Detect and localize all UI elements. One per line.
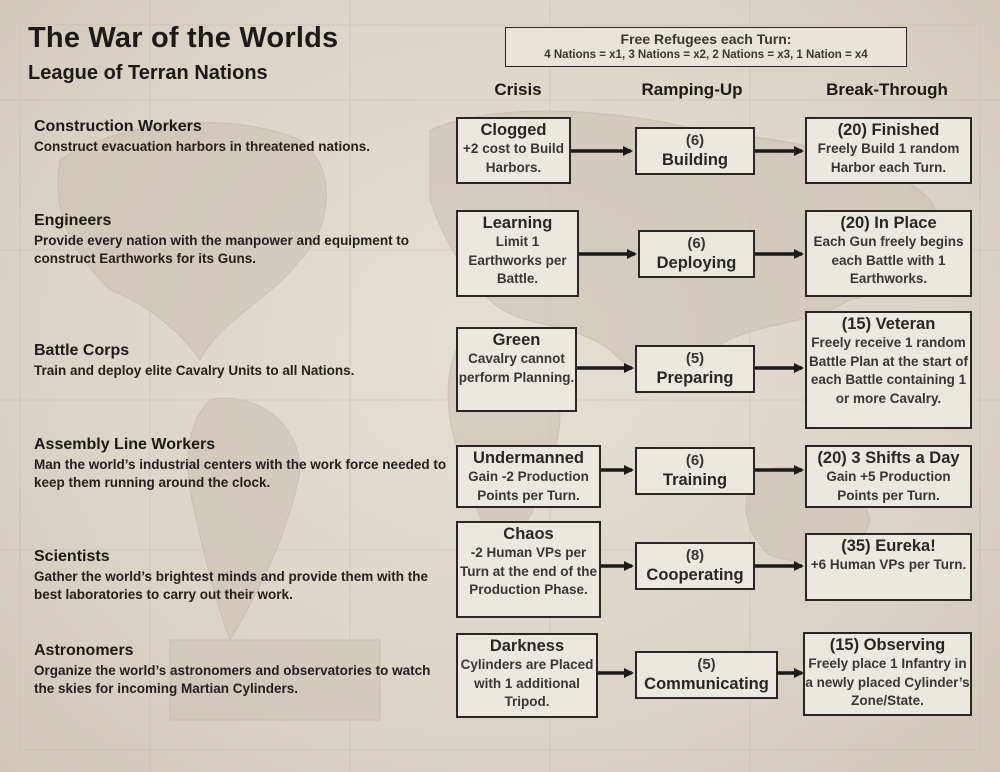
crisis-title: Green [492,331,541,349]
column-header-ramping-up: Ramping-Up [641,80,743,99]
break-title: In Place [874,214,937,232]
break-effect: Freely Build 1 random Harbor each Turn. [817,141,960,175]
crisis-effect: Gain -2 Production Points per Turn. [468,469,589,503]
role-name-astronomers: Astronomers [34,642,134,659]
break-card-scientists[interactable] [805,533,972,601]
ramp-name: Building [662,151,728,169]
ramp-name: Cooperating [646,566,744,584]
role-desc-scientists: Gather the world’s brightest minds and provide them with the best laboratories to carry out their work. [34,569,429,602]
break-title: Veteran [875,315,936,333]
ramp-cost: (6) [685,452,705,469]
refugee-rules-rates: 4 Nations = x1, 3 Nations = x2, 2 Nations = x3, 1 Nation = x4 [544,49,868,61]
ramp-cost: (6) [687,235,706,252]
crisis-card-battle-corps[interactable] [456,327,577,412]
break-cost: (15) [841,315,872,333]
break-card-battle-corps[interactable] [805,311,972,429]
ramp-card-scientists[interactable] [635,542,755,590]
crisis-title: Clogged [480,121,547,139]
crisis-card-engineers[interactable] [456,210,579,297]
role-desc-engineers: Provide every nation with the manpower and equipment to construct Earthworks for its Guns. [34,233,410,266]
role-name-battle-corps: Battle Corps [34,342,130,359]
game-title: The War of the Worlds [28,22,339,54]
crisis-effect: Limit 1 Earthworks per Battle. [468,234,567,286]
break-card-assembly-line-workers[interactable] [805,445,972,508]
role-name-construction-workers: Construction Workers [34,118,202,135]
break-title: Eureka! [875,537,936,555]
crisis-card-construction-workers[interactable] [456,117,571,184]
crisis-effect: Cavalry cannot perform Planning. [458,351,575,385]
ramp-card-construction-workers[interactable] [635,127,755,175]
ramp-card-assembly-line-workers[interactable] [635,447,755,495]
crisis-effect: Cylinders are Placed with 1 additional Tripod. [460,657,594,709]
column-header-crisis: Crisis [494,80,542,99]
ramp-cost: (5) [685,350,705,367]
break-title: Observing [863,636,946,654]
break-cost: (15) [829,636,860,654]
role-desc-battle-corps: Train and deploy elite Cavalry Units to all Nations. [34,363,355,378]
role-desc-construction-workers: Construct evacuation harbors in threatened nations. [34,139,371,154]
ramp-card-battle-corps[interactable] [635,345,755,393]
ramp-name: Preparing [656,369,734,387]
break-cost: (20) [817,449,847,467]
break-cost: (35) [841,537,871,555]
role-name-scientists: Scientists [34,548,110,565]
crisis-effect: -2 Human VPs per Turn at the end of the Production Phase. [460,545,597,597]
break-cost: (20) [837,121,867,139]
faction-subtitle: League of Terran Nations [28,62,268,84]
break-effect: Each Gun freely begins each Battle with 1 Earthworks. [813,234,964,286]
break-cost: (20) [840,214,870,232]
role-desc-astronomers: Organize the world’s astronomers and observatories to watch the skies for incoming Martian Cylinders. [34,663,431,696]
crisis-card-scientists[interactable] [456,521,601,618]
refugee-rules-title: Free Refugees each Turn: [620,31,792,47]
ramp-name: Training [662,471,728,489]
ramp-cost: (8) [685,547,705,564]
break-card-astronomers[interactable] [803,632,972,716]
ramp-name: Communicating [644,675,769,693]
break-effect: +6 Human VPs per Turn. [810,557,967,572]
break-card-engineers[interactable] [805,210,972,297]
ramp-cost: (5) [697,656,716,673]
break-card-construction-workers[interactable] [805,117,972,184]
break-effect: Freely receive 1 random Battle Plan at the start of each Battle containing 1 or more Cavalry. [808,335,969,406]
crisis-card-assembly-line-workers[interactable] [456,445,601,508]
crisis-effect: +2 cost to Build Harbors. [463,141,564,175]
break-effect: Gain +5 Production Points per Turn. [826,469,951,503]
crisis-card-astronomers[interactable] [456,633,598,718]
crisis-title: Chaos [503,525,554,543]
break-title: Finished [871,121,940,139]
crisis-title: Undermanned [473,449,584,467]
role-name-engineers: Engineers [34,212,112,229]
ramp-card-astronomers[interactable] [635,651,778,699]
break-effect: Freely place 1 Infantry in a newly placed Cylinder’s Zone/State. [805,656,970,708]
break-title: 3 Shifts a Day [851,449,960,467]
role-name-assembly-line-workers: Assembly Line Workers [34,436,216,453]
ramp-name: Deploying [656,254,737,272]
crisis-title: Darkness [489,637,565,655]
ramp-card-engineers[interactable] [638,230,755,278]
crisis-title: Learning [482,214,553,232]
ramp-cost: (6) [685,132,705,149]
role-desc-assembly-line-workers: Man the world’s industrial centers with the work force needed to keep them running around the clock. [34,457,447,490]
column-header-break-through: Break-Through [826,80,948,99]
